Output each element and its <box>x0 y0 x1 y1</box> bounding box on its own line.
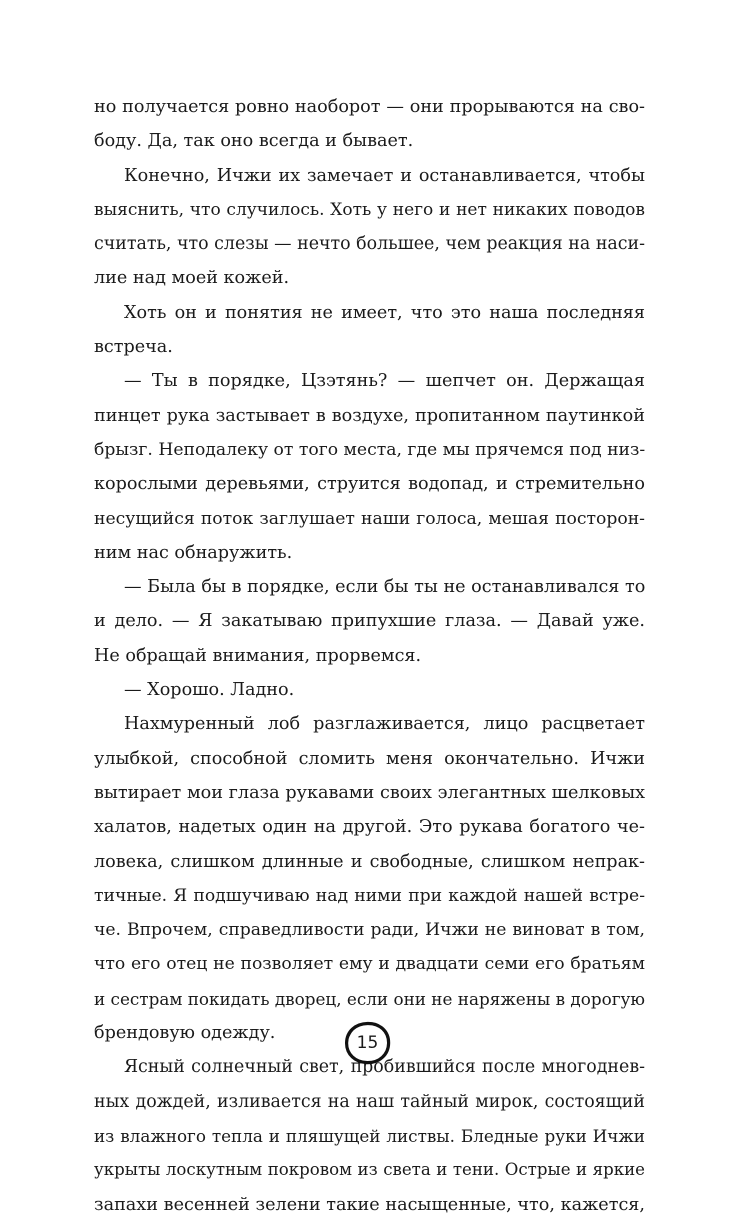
text-line: встреча. <box>94 337 173 358</box>
text-line: корослыми деревьями, струится водопад, и стремительно <box>94 474 645 495</box>
text-line: Конечно, Ичжи их замечает и останавливается, чтобы <box>124 165 645 186</box>
text-line: что его отец не позволяет ему и двадцати семи его братьям <box>94 954 645 975</box>
text-line: — Ты в порядке, Цзэтянь? — шепчет он. Держащая <box>124 371 645 392</box>
text-line: считать, что слезы — нечто большее, чем реакция на наси- <box>94 234 645 255</box>
page-number-badge <box>343 1020 392 1066</box>
text-line: выяснить, что случилось. Хоть у него и нет никаких поводов <box>94 199 645 220</box>
text-line: тичные. Я подшучиваю над ними при каждой нашей встре- <box>94 885 645 906</box>
text-line: че. Впрочем, справедливости ради, Ичжи не виноват в том, <box>94 920 645 941</box>
text-line: брызг. Неподалеку от того места, где мы прячемся под низ- <box>94 439 646 460</box>
text-line: ним нас обнаружить. <box>94 542 293 563</box>
text-line: укрыты лоскутным покровом из света и тени. Острые и яркие <box>94 1160 645 1180</box>
text-line: ловека, слишком длинные и свободные, слишком непрак- <box>94 851 645 872</box>
text-line: Не обращай внимания, прорвемся. <box>94 645 422 666</box>
text-line: лие над моей кожей. <box>94 268 290 289</box>
text-line: — Хорошо. Ладно. <box>124 680 295 701</box>
text-line: из влажного тепла и пляшущей листвы. Бледные руки Ичжи <box>94 1125 645 1146</box>
text-line: улыбкой, способной сломить меня окончательно. Ичжи <box>94 748 645 769</box>
text-line: Нахмуренный лоб разглаживается, лицо расцветает <box>124 714 645 735</box>
text-line: ных дождей, изливается на наш тайный мирок, состоящий <box>94 1091 645 1112</box>
text-line: пинцет рука застывает в воздухе, пропитанном паутинкой <box>94 405 645 426</box>
text-line: запахи весенней зелени такие насыщенные, что, кажется, <box>94 1194 645 1215</box>
text-line: но получается ровно наоборот — они прорываются на сво- <box>94 97 645 117</box>
text-line: несущийся поток заглушает наши голоса, мешая посторон- <box>94 508 645 529</box>
text-line: — Была бы в порядке, если бы ты не останавливался то <box>124 577 646 598</box>
text-line: Ясный солнечный свет, пробившийся после многоднев- <box>124 1057 645 1078</box>
text-line: и дело. — Я закатываю припухшие глаза. — Давай уже. <box>94 611 645 632</box>
page-number: 15 <box>356 1033 379 1053</box>
text-line: Хоть он и понятия не имеет, что это наша последняя <box>124 302 645 323</box>
text-line: халатов, надетых один на другой. Это рукава богатого че- <box>94 817 645 838</box>
text-line: вытирает мои глаза рукавами своих элегантных шелковых <box>94 782 645 803</box>
text-line: брендовую одежду. <box>94 1023 276 1044</box>
text-line: и сестрам покидать дворец, если они не наряжены в дорогую <box>94 988 645 1009</box>
text-line: боду. Да, так оно всегда и бывает. <box>94 131 414 152</box>
